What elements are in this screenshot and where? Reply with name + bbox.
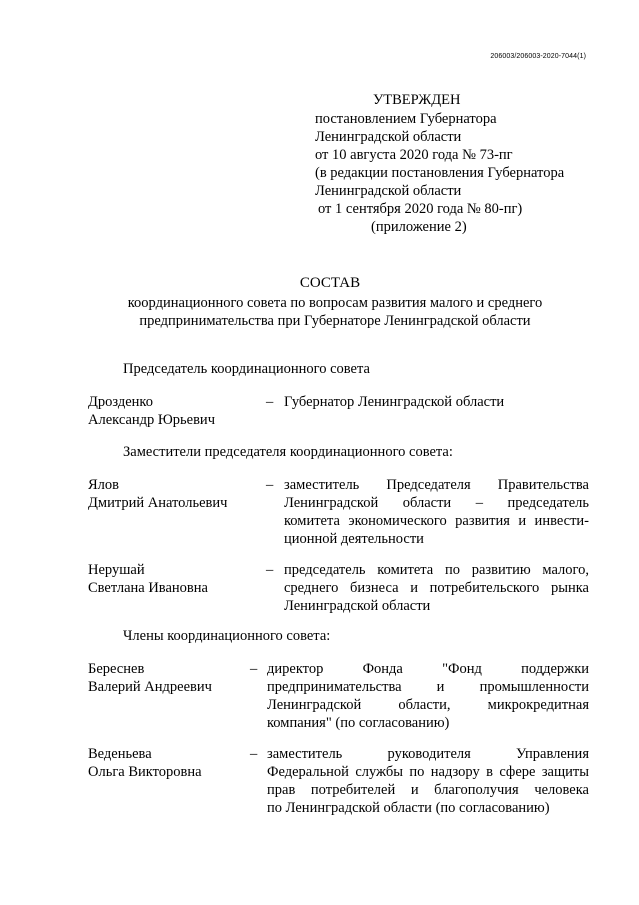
member-name — [88, 476, 263, 512]
member-name — [88, 393, 263, 429]
approval-line: Ленинградской области — [315, 129, 462, 145]
member-name — [88, 660, 263, 696]
section-deputies-heading: Заместители председателя координационного совета: — [123, 444, 453, 460]
position-line: по Ленинградской области (по согласованию) — [267, 800, 550, 816]
position-line: Ленинградской области — [284, 598, 431, 614]
position-line: компания" (по согласованию) — [267, 715, 450, 731]
member-dash: – — [266, 562, 274, 578]
position-line: комитета экономического развития и инвести- — [284, 513, 589, 529]
approval-block — [315, 91, 595, 236]
member-position — [267, 745, 589, 817]
approval-line: Ленинградской области — [315, 183, 462, 199]
document-registration-number: 206003/206003-2020-7044(1) — [490, 53, 586, 60]
position-line: председатель комитета по развитию малого, — [284, 562, 589, 578]
position-line: заместитель Председателя Правительства — [284, 477, 589, 493]
member-surname: Дрозденко — [88, 394, 153, 410]
member-surname: Ялов — [88, 477, 120, 493]
approval-appendix: (приложение 2) — [371, 219, 467, 235]
approval-heading: УТВЕРЖДЕН — [373, 92, 461, 108]
member-position — [284, 476, 589, 548]
position-line: ционной деятельности — [284, 531, 424, 547]
position-line: Ленинградской области, микрокредитная — [267, 697, 589, 713]
member-position — [284, 393, 589, 411]
approval-amendment-line: от 1 сентября 2020 года № 80-пг) — [318, 201, 523, 217]
approval-line: (в редакции постановления Губернатора — [315, 165, 565, 181]
member-surname: Веденьева — [88, 746, 152, 762]
member-given-names: Александр Юрьевич — [88, 412, 215, 428]
position-line: прав потребителей и благополучия человека — [267, 782, 589, 798]
approval-line: постановлением Губернатора — [315, 111, 497, 127]
member-given-names: Валерий Андреевич — [88, 679, 212, 695]
section-chair-heading: Председатель координационного совета — [123, 361, 370, 377]
member-dash: – — [250, 746, 258, 762]
position-line: Федеральной службы по надзору в сфере защиты — [267, 764, 589, 780]
member-given-names: Дмитрий Анатольевич — [88, 495, 228, 511]
member-position — [284, 561, 589, 615]
section-members-heading: Члены координационного совета: — [123, 628, 331, 644]
subtitle-line: предпринимательства при Губернаторе Ленинградской области — [139, 313, 531, 329]
member-position — [267, 660, 589, 732]
member-dash: – — [266, 477, 274, 493]
position-line: Губернатор Ленинградской области — [284, 394, 505, 410]
member-surname: Нерушай — [88, 562, 145, 578]
member-given-names: Светлана Ивановна — [88, 580, 208, 596]
position-line: среднего бизнеса и потребительского рынка — [284, 580, 589, 596]
member-name — [88, 745, 263, 781]
approval-line: от 10 августа 2020 года № 73-пг — [315, 147, 513, 163]
member-dash: – — [266, 394, 274, 410]
position-line: Ленинградской области – председатель — [284, 495, 589, 511]
member-dash: – — [250, 661, 258, 677]
member-name — [88, 561, 263, 597]
member-surname: Береснев — [88, 661, 145, 677]
document-title: СОСТАВ — [299, 275, 361, 291]
subtitle-line: координационного совета по вопросам развития малого и среднего — [127, 295, 543, 311]
position-line: заместитель руководителя Управления — [267, 746, 589, 762]
member-given-names: Ольга Викторовна — [88, 764, 202, 780]
position-line: предпринимательства и промышленности — [267, 679, 589, 695]
position-line: директор Фонда "Фонд поддержки — [267, 661, 589, 677]
document-subtitle — [80, 294, 590, 330]
